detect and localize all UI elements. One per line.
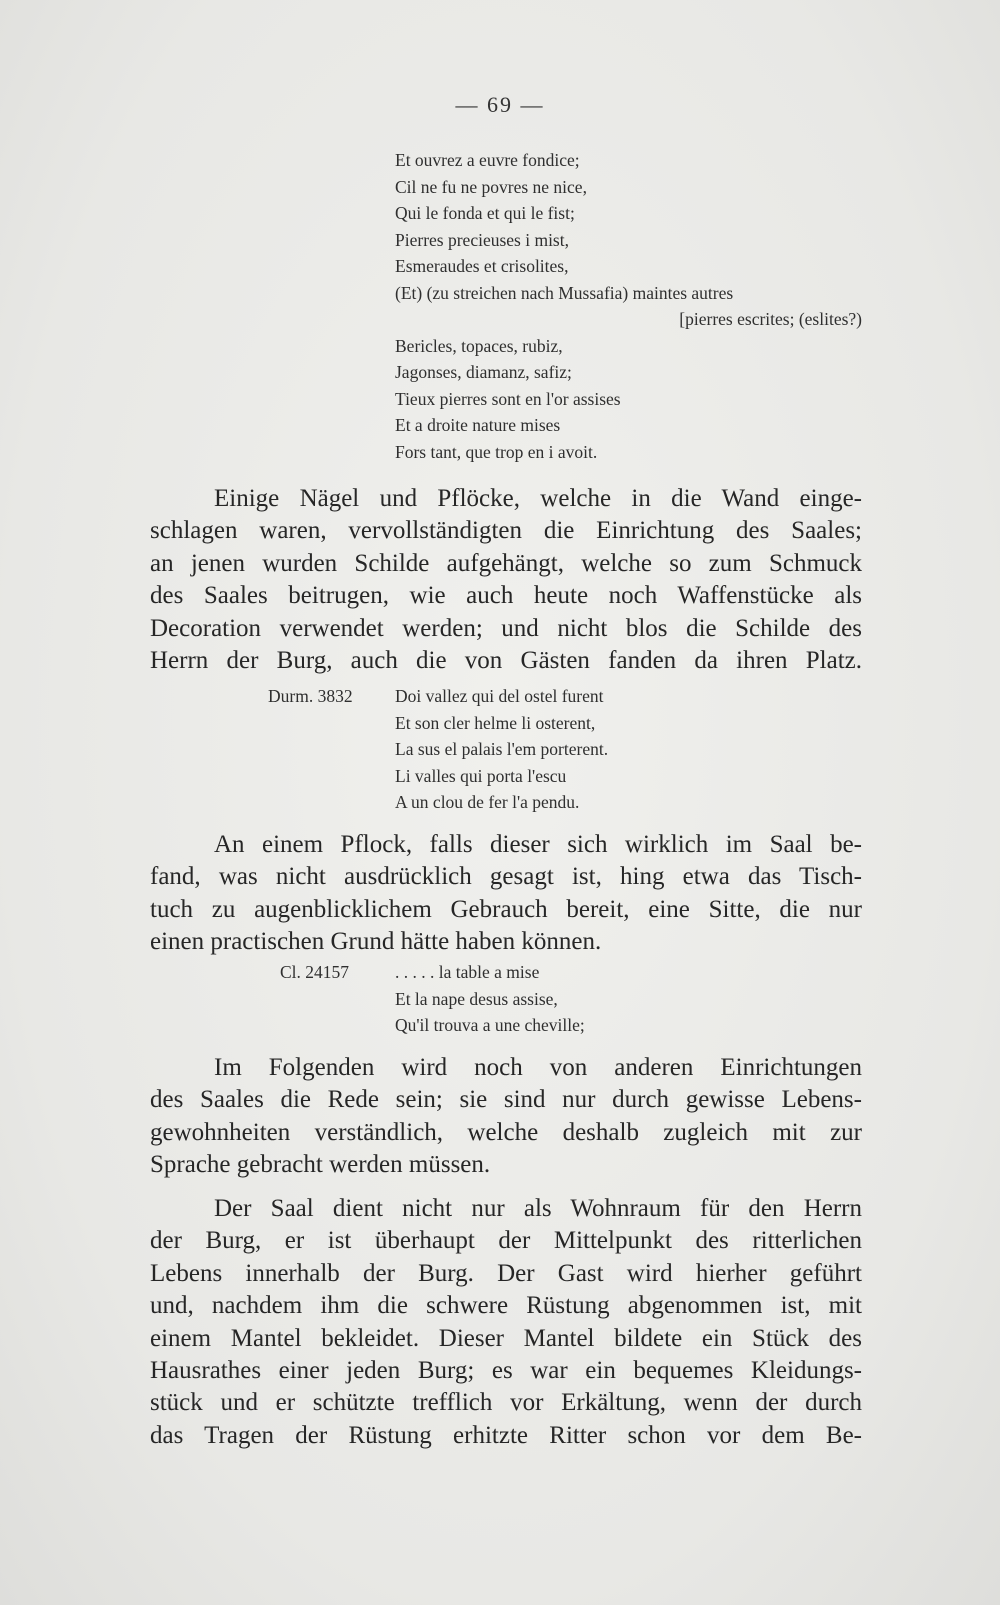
paragraph-line: Im Folgenden wird noch von anderen Einrichtungen [214,1054,862,1081]
paragraph-line: einen practischen Grund hätte haben können. [150,928,602,956]
paragraph-line: und, nachdem ihm die schwere Rüstung abgenommen ist, mit [150,1292,862,1320]
paragraph-line: Einige Nägel und Pflöcke, welche in die Wand einge- [214,485,862,512]
paragraph-line: fand, was nicht ausdrücklich gesagt ist, hing etwa das Tisch- [150,863,862,891]
verse-line: Et la nape desus assise, [395,988,558,1009]
paragraph-line: stück und er schützte trefflich vor Erkältung, wenn der durch [150,1389,862,1417]
paragraph-line: einem Mantel bekleidet. Dieser Mantel bildete ein Stück des [150,1324,862,1352]
verse-line: (Et) (zu streichen nach Mussafia) maintes autres [395,282,734,303]
paragraph-1 [150,483,862,677]
verse-line: Fors tant, que trop en i avoit. [395,441,598,462]
paragraph-line: An einem Pflock, falls dieser sich wirklich im Saal be- [214,831,862,858]
verse-line: Li valles qui porta l'escu [395,765,567,786]
paragraph-line: schlagen waren, vervollständigten die Einrichtung des Saales; [150,517,862,545]
paragraph-line: an jenen wurden Schilde aufgehängt, welche so zum Schmuck [150,549,862,577]
verse-line-continuation: [pierres escrites; (eslites?) [679,309,862,329]
verse-line: Qui le fonda et qui le fist; [395,203,575,223]
paragraph-line: der Burg, er ist überhaupt der Mittelpunkt des ritterlichen [150,1227,862,1255]
paragraph-line: Sprache gebracht werden müssen. [150,1151,491,1179]
paragraph-line: Decoration verwendet werden; und nicht blos die Schilde des [150,614,862,642]
verse-line: . . . . . la table a mise [395,962,540,982]
paragraph-3 [150,1052,862,1182]
paragraph-line: des Saales beitrugen, wie auch heute noch Waffenstücke als [150,582,862,610]
paragraph-line: das Tragen der Rüstung erhitzte Ritter schon vor dem Be- [150,1421,862,1449]
paragraph-4 [150,1193,862,1452]
source-reference-1: Durm. 3832 [268,686,353,706]
verse-line: Et ouvrez a euvre fondice; [395,150,580,170]
verse-line: Pierres precieuses i mist, [395,229,569,250]
verse-line: Qu'il trouva a une cheville; [395,1015,585,1035]
verse-quote-1 [395,147,862,465]
paragraph-2 [150,829,862,959]
paragraph-line: Hausrathes einer jeden Burg; es war ein bequemes Kleidungs- [150,1356,862,1384]
verse-line: Esmeraudes et crisolites, [395,256,569,276]
page-number: — 69 — [455,92,545,117]
verse-line: Doi vallez qui del ostel furent [395,686,604,706]
verse-line: Tieux pierres sont en l'or assises [395,388,621,409]
verse-quote-2 [395,683,608,816]
paragraph-line: gewohnheiten verständlich, welche deshalb zugleich mit zur [150,1118,862,1146]
paragraph-line: Herrn der Burg, auch die von Gästen fanden da ihren Platz. [150,646,862,674]
verse-line: Cil ne fu ne povres ne nice, [395,176,587,197]
verse-line: La sus el palais l'em porterent. [395,739,609,759]
verse-line: A un clou de fer l'a pendu. [395,792,580,812]
paragraph-line: Der Saal dient nicht nur als Wohnraum für den Herrn [214,1195,862,1222]
paragraph-line: Lebens innerhalb der Burg. Der Gast wird hierher geführt [150,1259,862,1287]
verse-line: Bericles, topaces, rubiz, [395,335,563,356]
verse-line: Jagonses, diamanz, safiz; [395,362,572,382]
source-reference-2: Cl. 24157 [280,962,350,982]
paragraph-line: tuch zu augenblicklichem Gebrauch bereit, eine Sitte, die nur [150,895,862,923]
verse-line: Et son cler helme li osterent, [395,712,596,733]
paragraph-line: des Saales die Rede sein; sie sind nur durch gewisse Lebens- [150,1086,862,1114]
verse-line: Et a droite nature mises [395,415,561,435]
verse-quote-3 [395,959,585,1039]
